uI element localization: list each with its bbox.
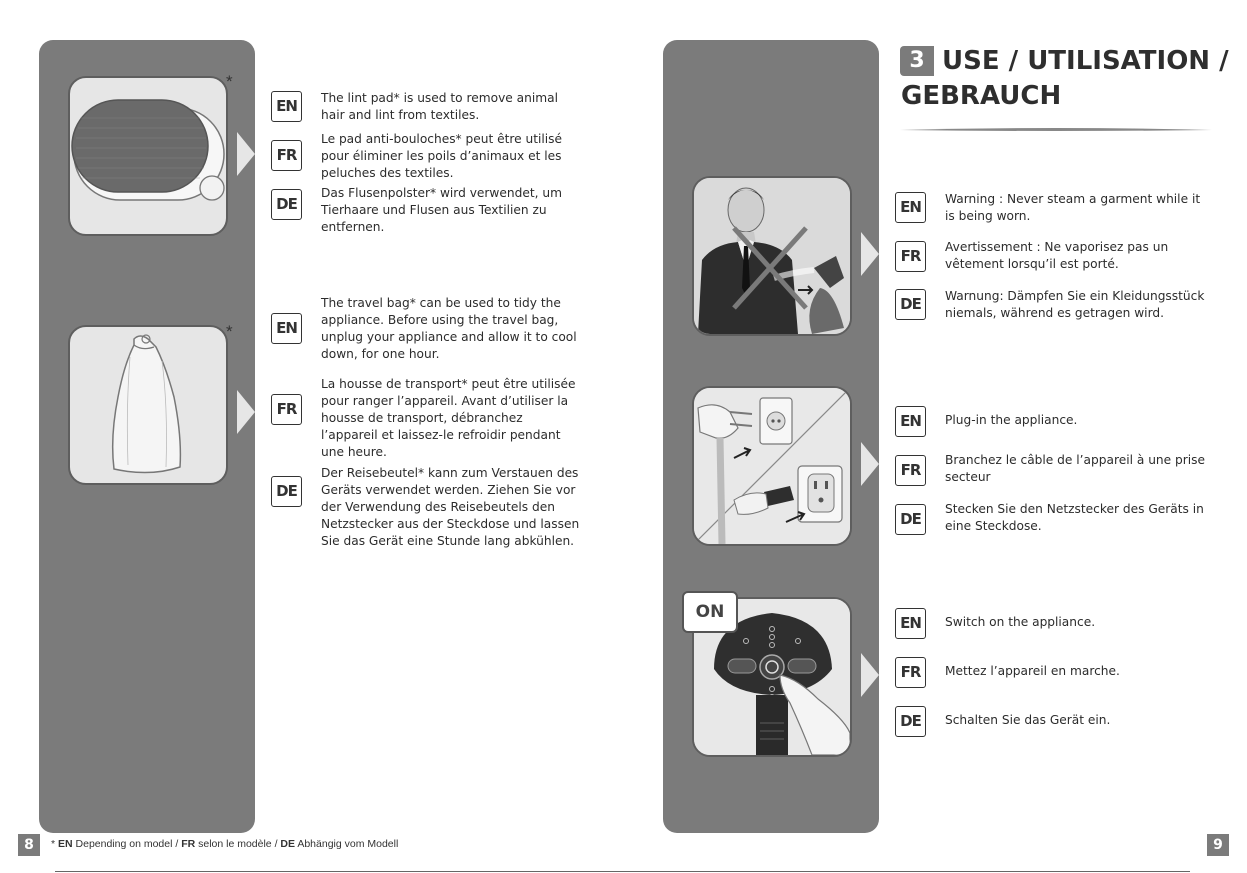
footnote-en-code: EN bbox=[58, 838, 73, 850]
page-number-right: 9 bbox=[1207, 834, 1229, 856]
section-title-line1: USE / UTILISATION / bbox=[942, 46, 1229, 76]
travel-bag-text-de: Der Reisebeutel* kann zum Verstauen des Geräts verwendet werden. Ziehen Sie vor der Verwendung des Reisebeutels den Netzstecker aus der Steckdose und lassen Sie das Gerät eine Stunde lang abkühlen. bbox=[321, 466, 580, 548]
footnote bbox=[51, 838, 398, 850]
callout-pointer bbox=[861, 232, 879, 276]
on-badge: ON bbox=[682, 591, 738, 633]
callout-pointer bbox=[237, 390, 255, 434]
page-number-left: 8 bbox=[18, 834, 40, 856]
travel-bag-text-en: The travel bag* can be used to tidy the appliance. Before using the travel bag, unplug your appliance and allow it to cool down, for one hour. bbox=[321, 296, 577, 361]
lang-badge-fr: FR bbox=[895, 657, 926, 688]
travel-bag-asterisk: * bbox=[226, 322, 233, 341]
callout-pointer bbox=[861, 653, 879, 697]
switch-on-text-en: Switch on the appliance. bbox=[945, 615, 1096, 629]
footnote-fr-text: selon le modèle / bbox=[195, 838, 281, 850]
plug-in-text-en: Plug-in the appliance. bbox=[945, 413, 1078, 427]
warning-illustration bbox=[692, 176, 852, 336]
footnote-de-text: Abhängig vom Modell bbox=[295, 838, 399, 850]
lang-badge-de: DE bbox=[271, 476, 302, 507]
footnote-de-code: DE bbox=[280, 838, 295, 850]
bottom-rule bbox=[55, 871, 1190, 872]
callout-pointer bbox=[861, 442, 879, 486]
lang-badge-de: DE bbox=[895, 706, 926, 737]
footnote-star: * bbox=[51, 838, 56, 850]
lang-badge-de: DE bbox=[895, 504, 926, 535]
switch-on-text-de: Schalten Sie das Gerät ein. bbox=[945, 713, 1111, 727]
section-number: 3 bbox=[900, 46, 934, 76]
lang-badge-en: EN bbox=[271, 313, 302, 344]
warning-text-en: Warning : Never steam a garment while it is being worn. bbox=[945, 192, 1201, 223]
travel-bag-text-fr: La housse de transport* peut être utilisée pour ranger l’appareil. Avant d’utiliser la housse de transport, débranchez l’appareil et laissez-le refroidir pendant une heure. bbox=[321, 377, 576, 459]
switch-on-text-fr: Mettez l’appareil en marche. bbox=[945, 664, 1120, 678]
lang-badge-en: EN bbox=[271, 91, 302, 122]
lang-badge-fr: FR bbox=[895, 455, 926, 486]
plug-in-text-fr: Branchez le câble de l’appareil à une prise secteur bbox=[945, 453, 1205, 484]
lang-badge-en: EN bbox=[895, 608, 926, 639]
section-title-line2: GEBRAUCH bbox=[901, 81, 1062, 111]
footnote-fr-code: FR bbox=[181, 838, 196, 850]
lang-badge-fr: FR bbox=[271, 140, 302, 171]
lang-badge-de: DE bbox=[895, 289, 926, 320]
lang-badge-fr: FR bbox=[895, 241, 926, 272]
lang-badge-fr: FR bbox=[271, 394, 302, 425]
lint-pad-illustration bbox=[68, 76, 228, 236]
title-divider bbox=[900, 126, 1212, 134]
lint-pad-text-en: The lint pad* is used to remove animal hair and lint from textiles. bbox=[321, 91, 558, 122]
plug-in-illustration bbox=[692, 386, 852, 546]
callout-pointer bbox=[237, 132, 255, 176]
footnote-en-text: Depending on model / bbox=[72, 838, 182, 850]
lint-pad-text-de: Das Flusenpolster* wird verwendet, um Tierhaare und Flusen aus Textilien zu entfernen. bbox=[321, 186, 562, 234]
lang-badge-en: EN bbox=[895, 192, 926, 223]
warning-text-fr: Avertissement : Ne vaporisez pas un vêtement lorsqu’il est porté. bbox=[945, 240, 1169, 271]
lang-badge-de: DE bbox=[271, 189, 302, 220]
warning-text-de: Warnung: Dämpfen Sie ein Kleidungsstück niemals, während es getragen wird. bbox=[945, 289, 1205, 320]
plug-in-text-de: Stecken Sie den Netzstecker des Geräts in eine Steckdose. bbox=[945, 502, 1204, 533]
lang-badge-en: EN bbox=[895, 406, 926, 437]
lint-pad-asterisk: * bbox=[226, 72, 233, 91]
lint-pad-text-fr: Le pad anti-bouloches* peut être utilisé pour éliminer les poils d’animaux et les peluches des textiles. bbox=[321, 132, 563, 180]
travel-bag-illustration bbox=[68, 325, 228, 485]
